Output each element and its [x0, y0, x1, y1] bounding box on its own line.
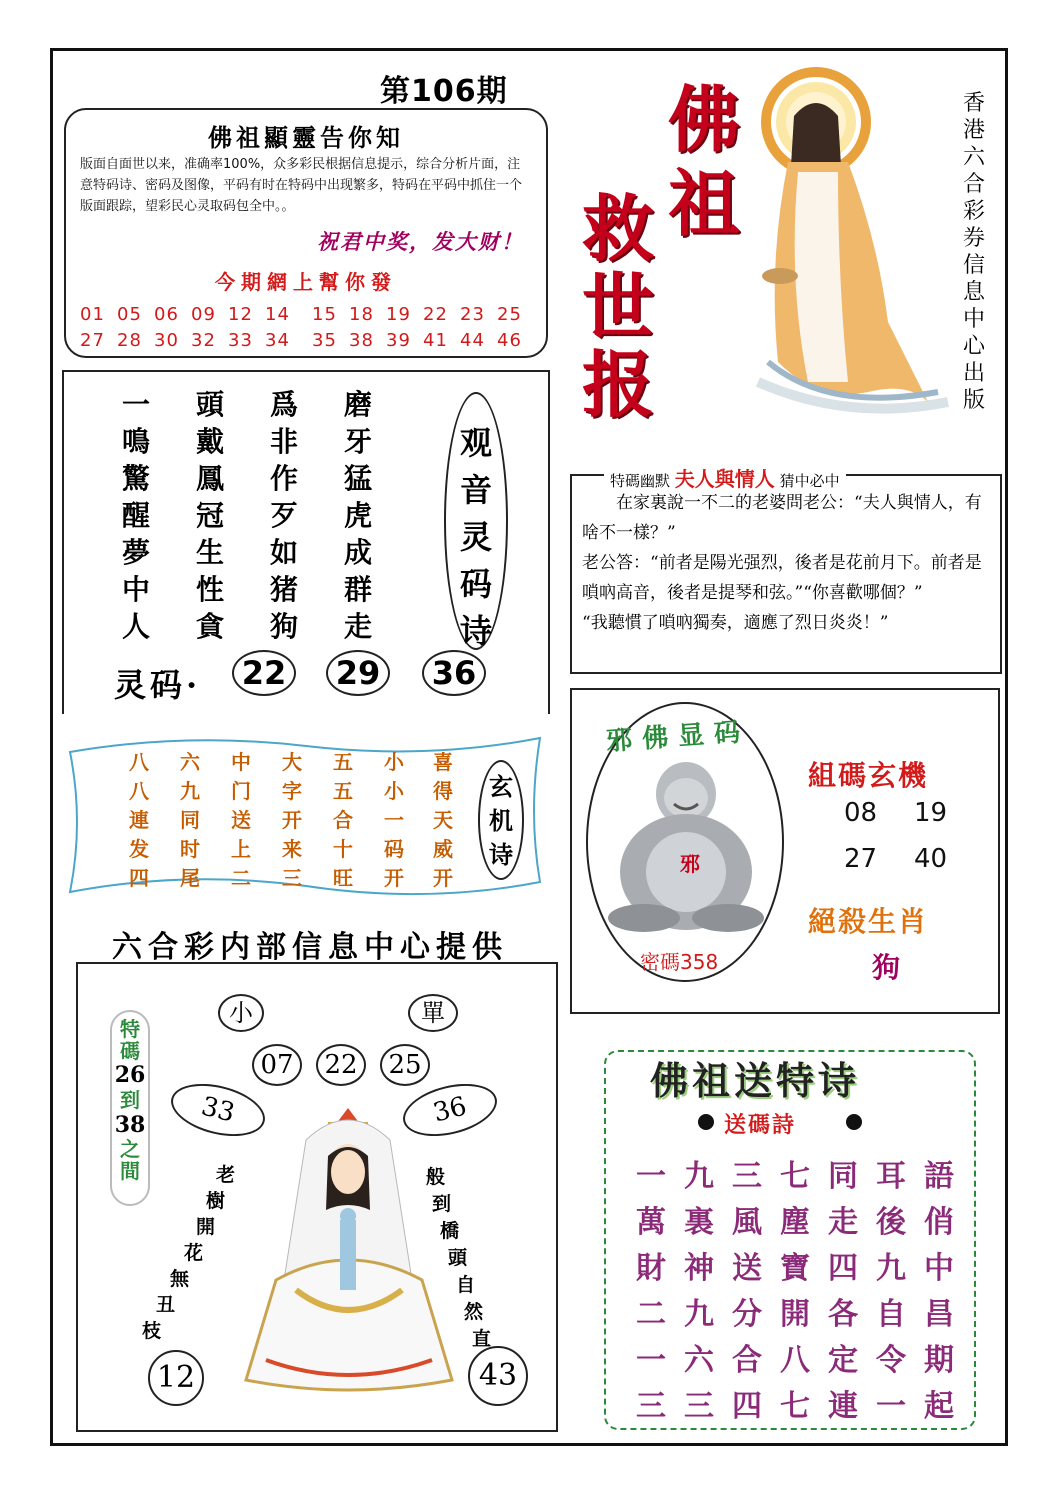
- xuanji-column: 喜 得 天 威 开: [433, 750, 453, 890]
- bottom-left-number: 12: [148, 1350, 204, 1406]
- combo-number: 40: [914, 844, 948, 874]
- xuanji-label-oval: 玄 机 诗: [478, 760, 524, 880]
- combo-number: 27: [844, 844, 878, 874]
- number: 35: [312, 330, 337, 351]
- bullet-dot: [846, 1114, 862, 1130]
- publisher-vertical: 香 港 六 合 彩 券 信 息 中 心 出 版: [962, 91, 985, 413]
- secret-code: 密碼358: [640, 950, 719, 974]
- number: 14: [265, 304, 290, 325]
- top-number-circle: 25: [380, 1044, 430, 1086]
- number: 18: [349, 304, 374, 325]
- number: 01: [80, 304, 105, 325]
- send-poem-subtitle: 送碼詩: [724, 1113, 797, 1138]
- top-number-circle: 22: [316, 1044, 366, 1086]
- buddha-caption: 邪: [680, 852, 700, 876]
- buddha-oval-title: 邪佛显码: [605, 717, 752, 757]
- send-poem-column: 九 裏 神 九 六 三: [684, 1159, 714, 1424]
- joke-suffix: 猜中必中: [779, 472, 840, 490]
- title-char: 报: [581, 342, 654, 427]
- title-column-2: [578, 186, 658, 427]
- send-poem-column: 七 塵 寶 開 八 七: [780, 1159, 810, 1424]
- send-poem-column: 同 走 四 各 定 連: [828, 1159, 858, 1424]
- number: 30: [154, 330, 179, 351]
- xuanji-column: 小 小 一 码 开: [384, 750, 404, 890]
- laughing-buddha-illustration: [604, 752, 768, 942]
- xuanji-column: 五 五 合 十 旺: [333, 750, 353, 890]
- poem-column: 頭 戴 鳳 冠 生 性 貪: [195, 388, 224, 643]
- send-poem-column: 一 萬 財 二 一 三: [636, 1159, 666, 1424]
- send-poem-column: 語 俏 中 昌 期 起: [924, 1159, 954, 1424]
- tema-between: 之 間: [120, 1137, 140, 1183]
- small-circle: 小: [218, 994, 264, 1032]
- number: 34: [265, 330, 290, 351]
- number: 05: [117, 304, 142, 325]
- left-poem: 老 樹 開 花 無 丑 枝: [142, 1164, 236, 1342]
- notice-box: [64, 108, 548, 358]
- title-char: 佛: [667, 77, 740, 162]
- tema-from: 26: [114, 1062, 146, 1088]
- tema-to: 38: [114, 1112, 146, 1138]
- top-number-circle: 07: [252, 1044, 302, 1086]
- send-poem-column: 耳 後 九 自 令 一: [876, 1159, 906, 1424]
- number: 22: [423, 304, 448, 325]
- joke-prefix: 特碼幽默: [610, 472, 671, 490]
- single-circle: 單: [408, 994, 458, 1032]
- number: 28: [117, 330, 142, 351]
- number: 46: [497, 330, 522, 351]
- number-row-2: [80, 330, 534, 351]
- title-char: 祖: [667, 161, 740, 246]
- bottom-right-number: 43: [468, 1346, 528, 1406]
- lingma-number: 22: [232, 650, 296, 696]
- guanyin-poem-box: [62, 370, 550, 714]
- combo-title: 組碼玄機: [808, 759, 929, 792]
- poem-column: 磨 牙 猛 虎 成 群 走: [343, 388, 372, 643]
- guanyin-poem-label-oval: 观 音 灵 码 诗: [444, 392, 508, 650]
- number: 09: [191, 304, 216, 325]
- number: 32: [191, 330, 216, 351]
- number: 44: [460, 330, 485, 351]
- poem-column: 一 鳴 驚 醒 夢 中 人: [121, 388, 150, 643]
- lingma-label: 灵码·: [114, 666, 202, 704]
- joke-title: 夫人與情人: [674, 467, 775, 491]
- lingma-number: 36: [422, 650, 486, 696]
- tema-label: 特 碼: [120, 1017, 140, 1063]
- number: 23: [460, 304, 485, 325]
- number-row-1: [80, 304, 534, 325]
- kill-zodiac-value: 狗: [872, 951, 901, 984]
- number: 15: [312, 304, 337, 325]
- tema-to-word: 到: [120, 1088, 140, 1112]
- number: 12: [228, 304, 253, 325]
- bullet-dot: [698, 1114, 714, 1130]
- send-poem-column: 三 風 送 分 合 四: [732, 1159, 762, 1424]
- number: 19: [386, 304, 411, 325]
- right-number-oval: 36: [398, 1075, 503, 1145]
- number: 39: [386, 330, 411, 351]
- joke-body: 在家裏說一不二的老婆問老公：“夫人與情人，有啥不一樣？” 老公答：“前者是陽光强烈，後者是花前月下。前者是嗩吶高音，後者是提琴和弦。”“你喜歡哪個？” “我聽慣了嗩吶獨奏，適應了烈日炎炎！”: [582, 493, 982, 633]
- number: 38: [349, 330, 374, 351]
- number: 06: [154, 304, 179, 325]
- xuanji-column: 中 门 送 上 二: [231, 750, 251, 890]
- title-char: 世: [581, 264, 654, 349]
- right-poem: 般 到 橋 頭 自 然 直: [426, 1166, 492, 1350]
- send-poem-title: 佛祖送特诗: [650, 1058, 861, 1103]
- lingma-number: 29: [326, 650, 390, 696]
- xuanji-column: 大 字 开 来 三: [282, 750, 302, 890]
- left-number-oval: 33: [166, 1075, 271, 1145]
- number: 33: [228, 330, 253, 351]
- combo-number: 08: [844, 798, 878, 828]
- wish-text: 祝君中奖，发大财！: [317, 230, 524, 254]
- notice-body: 版面自面世以来，准确率100%，众多彩民根据信息提示，综合分析片面，注意特码诗、密码及图像，平码有时在特码中出现繁多，特码在平码中抓住一个版面跟踪，望彩民心灵取码包全中。。: [80, 157, 523, 214]
- number: 41: [423, 330, 448, 351]
- poem-column: 爲 非 作 歹 如 猪 狗: [269, 388, 298, 643]
- xuanji-column: 八 八 連 发 四: [129, 750, 149, 890]
- net-title: 今期網上幫你發: [215, 270, 397, 294]
- xuanji-column: 六 九 同 时 尾: [180, 750, 200, 890]
- number: 25: [497, 304, 522, 325]
- notice-title: 佛祖顯靈告你知: [208, 124, 404, 152]
- title-char: 救: [581, 186, 654, 271]
- provider-line: 六合彩内部信息中心提供: [112, 930, 508, 965]
- combo-number: 19: [914, 798, 948, 828]
- guanyin-standing-illustration: [728, 62, 958, 422]
- issue-number: 第106期: [380, 74, 508, 109]
- number: 27: [80, 330, 105, 351]
- kill-zodiac-title: 絕殺生肖: [808, 905, 929, 938]
